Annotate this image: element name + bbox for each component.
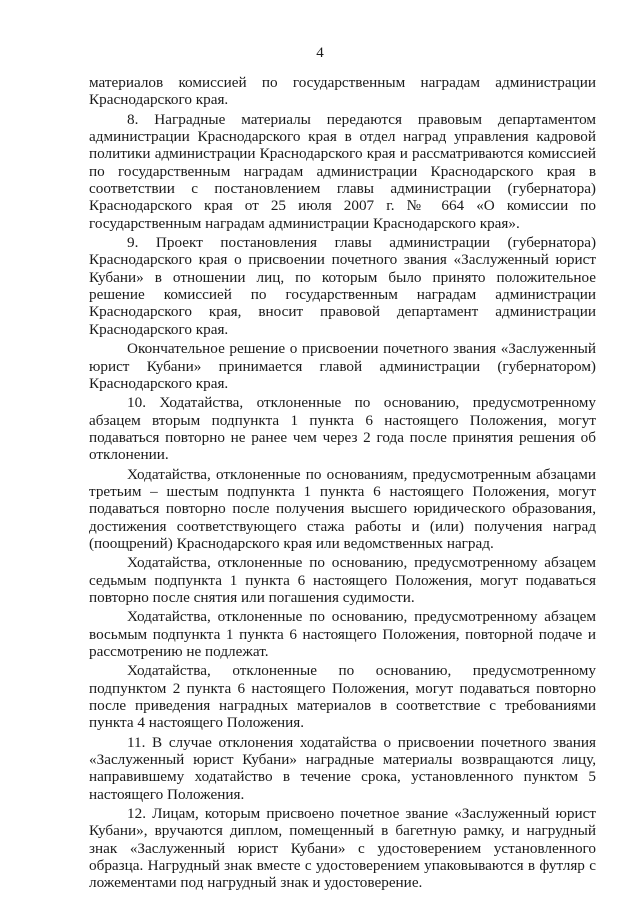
paragraph-item-10-reapply-conviction: Ходатайства, отклоненные по основанию, предусмотренному абзацем седьмым подпункта 1 пункта 6 настоящего Положения, могут подаваться повторно после снятия или погашения судимости. (89, 554, 596, 606)
paragraph-item-10-no-reapply: Ходатайства, отклоненные по основанию, предусмотренному абзацем восьмым подпункта 1 пункта 6 настоящего Положения, повторной подаче и рассмотрению не подлежат. (89, 608, 596, 660)
paragraph-item-11: 11. В случае отклонения ходатайства о присвоении почетного звания «Заслуженный юрист Кубани» наградные материалы возвращаются лицу, направившему ходатайство в течение срока, установленного пунктом 5 настоящего Положения. (89, 733, 596, 803)
paragraph-final-decision: Окончательное решение о присвоении почетного звания «Заслуженный юрист Кубани» принимается главой администрации (губернатором) Краснодарского края. (89, 340, 596, 392)
paragraph-item-8: 8. Наградные материалы передаются правовым департаментом администрации Краснодарского края в отдел наград управления кадровой политики администрации Краснодарского края и рассматриваются комиссией по государственным наградам администрации Краснодарского края в соответствии с постановлением главы администрации (губернатора) Краснодарского края от 25 июля 2007 г. № 664 «О комиссии по государственным наградам администрации Краснодарского края». (89, 110, 596, 232)
document-body (89, 74, 596, 892)
page-number: 4 (316, 45, 324, 61)
paragraph-item-10-reapply-education: Ходатайства, отклоненные по основаниям, предусмотренным абзацами третьим – шестым подпункта 1 пункта 6 настоящего Положения, могут подаваться повторно после получения высшего юридического образования, достижения соответствующего стажа работы и (или) получения наград (поощрений) Краснодарского края или ведомственных наград. (89, 465, 596, 552)
paragraph-item-9: 9. Проект постановления главы администрации (губернатора) Краснодарского края о присвоении почетного звания «Заслуженный юрист Кубани» в отношении лиц, по которым было принято положительное решение комиссией по государственным наградам администрации Краснодарского края, вносит правовой департамент администрации Краснодарского края. (89, 234, 596, 338)
paragraph-item-10-reapply-materials: Ходатайства, отклоненные по основанию, предусмотренному подпунктом 2 пункта 6 настоящего Положения, могут подаваться повторно после приведения наградных материалов в соответствие с требованиями пункта 4 настоящего Положения. (89, 662, 596, 732)
paragraph-item-10: 10. Ходатайства, отклоненные по основанию, предусмотренному абзацем вторым подпункта 1 пункта 6 настоящего Положения, могут подаваться повторно не ранее чем через 2 года после принятия решения об отклонении. (89, 394, 596, 464)
paragraph-item-12: 12. Лицам, которым присвоено почетное звание «Заслуженный юрист Кубани», вручаются диплом, помещенный в багетную рамку, и нагрудный знак «Заслуженный юрист Кубани» с удостоверением установленного образца. Нагрудный знак вместе с удостоверением упаковываются в футляр с ложементами под нагрудный знак и удостоверение. (89, 805, 596, 892)
paragraph-continuation: материалов комиссией по государственным наградам администрации Краснодарского края. (89, 74, 596, 109)
